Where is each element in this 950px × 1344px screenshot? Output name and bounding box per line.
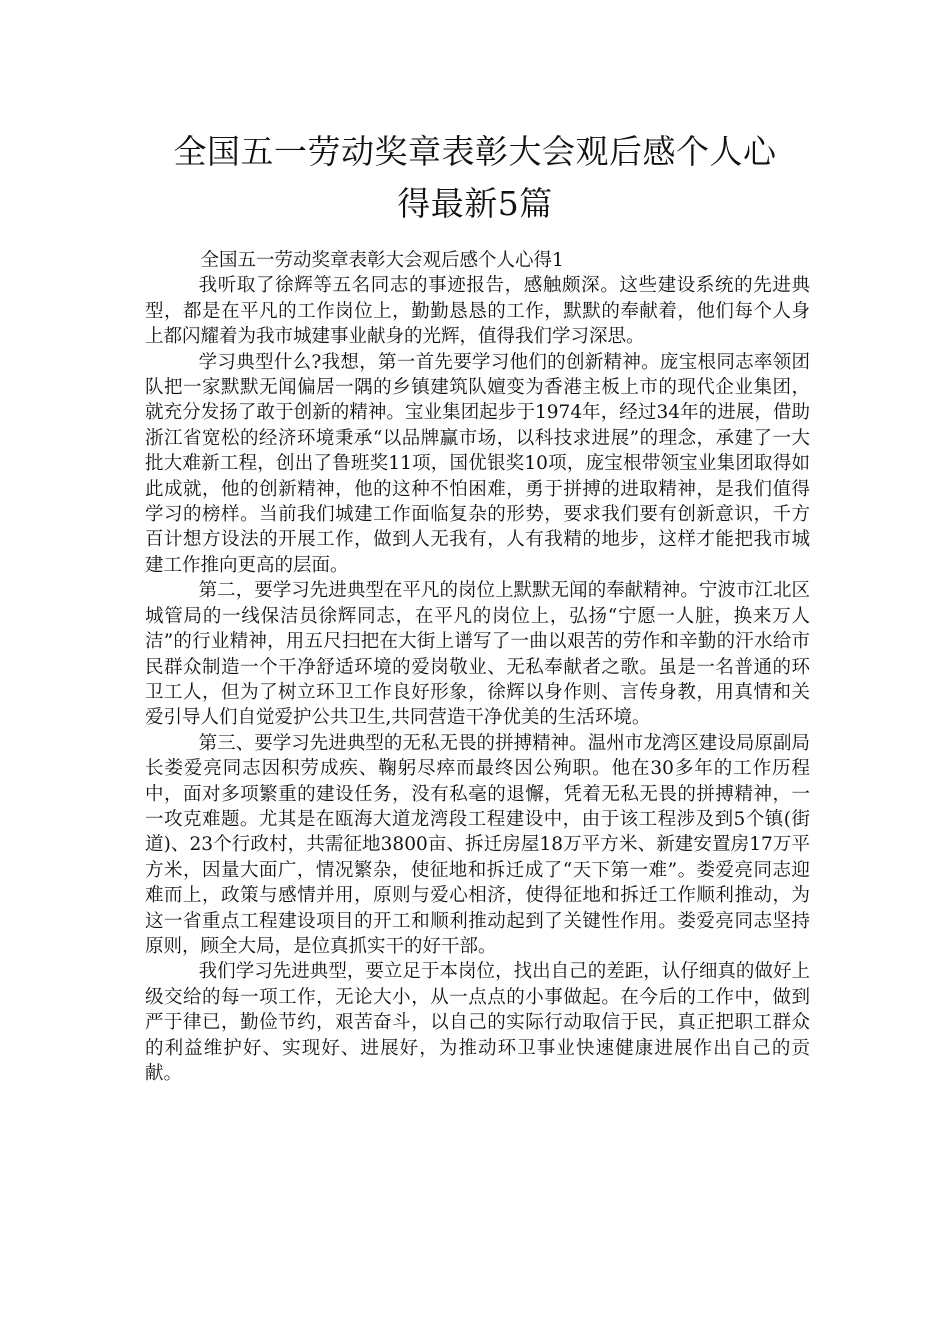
document-body — [145, 248, 810, 1086]
paragraph-1: 我听取了徐辉等五名同志的事迹报告，感触颇深。这些建设系统的先进典型，都是在平凡的工作岗位上，勤勤恳恳的工作，默默的奉献着，他们每个人身上都闪耀着为我市城建事业献身的光辉，值得我们学习深思。 — [145, 275, 810, 348]
title-line-2: 得最新5篇 — [397, 184, 553, 223]
paragraph-3: 第二，要学习先进典型在平凡的岗位上默默无闻的奉献精神。宁波市江北区城管局的一线保洁员徐辉同志，在平凡的岗位上，弘扬“宁愿一人脏，换来万人洁”的行业精神，用五尺扫把在大街上谱写了一曲以艰苦的劳作和辛勤的汗水给市民群众制造一个干净舒适环境的爱岗敬业、无私奉献者之歌。虽是一名普通的环卫工人，但为了树立环卫工作良好形象，徐辉以身作则、言传身教，用真情和关爱引导人们自觉爱护公共卫生,共同营造干净优美的生活环境。 — [145, 580, 810, 729]
title-line-1: 全国五一劳动奖章表彰大会观后感个人心 — [173, 132, 777, 171]
section-heading: 全国五一劳动奖章表彰大会观后感个人心得1 — [200, 250, 564, 271]
paragraph-2: 学习典型什么?我想，第一首先要学习他们的创新精神。庞宝根同志率领团队把一家默默无闻偏居一隅的乡镇建筑队嬗变为香港主板上市的现代企业集团，就充分发扬了敢于创新的精神。宝业集团起步于1974年，经过34年的进展，借助浙江省宽松的经济环境秉承“以品牌赢市场，以科技求进展”的理念，承建了一大批大难新工程，创出了鲁班奖11项，国优银奖10项，庞宝根带领宝业集团取得如此成就，他的创新精神，他的这种不怕困难，勇于拼搏的进取精神，是我们值得学习的榜样。当前我们城建工作面临复杂的形势，要求我们要有创新意识，千方百计想方设法的开展工作，做到人无我有，人有我精的地步，这样才能把我市城建工作推向更高的层面。 — [145, 351, 810, 576]
paragraph-4: 第三、要学习先进典型的无私无畏的拼搏精神。温州市龙湾区建设局原副局长娄爱亮同志因积劳成疾、鞠躬尽瘁而最终因公殉职。他在30多年的工作历程中，面对多项繁重的建设任务，没有私毫的退懈，凭着无私无畏的拼搏精神，一一攻克难题。尤其是在瓯海大道龙湾段工程建设中，由于该工程涉及到5个镇(街道)、23个行政村，共需征地3800亩、拆迁房屋18万平方米、新建安置房17万平方米，因量大面广，情况繁杂，使征地和拆迁成了“天下第一难”。娄爱亮同志迎难而上，政策与感情并用，原则与爱心相济，使得征地和拆迁工作顺利推动，为这一省重点工程建设项目的开工和顺利推动起到了关键性作用。娄爱亮同志坚持原则，顾全大局，是位真抓实干的好干部。 — [145, 732, 810, 957]
document-title — [140, 126, 810, 230]
paragraph-5: 我们学习先进典型，要立足于本岗位，找出自己的差距，认仔细真的做好上级交给的每一项工作，无论大小，从一点点的小事做起。在今后的工作中，做到严于律已，勤俭节约，艰苦奋斗，以自己的实际行动取信于民，真正把职工群众的利益维护好、实现好、进展好，为推动环卫事业快速健康进展作出自己的贡献。 — [145, 961, 810, 1084]
